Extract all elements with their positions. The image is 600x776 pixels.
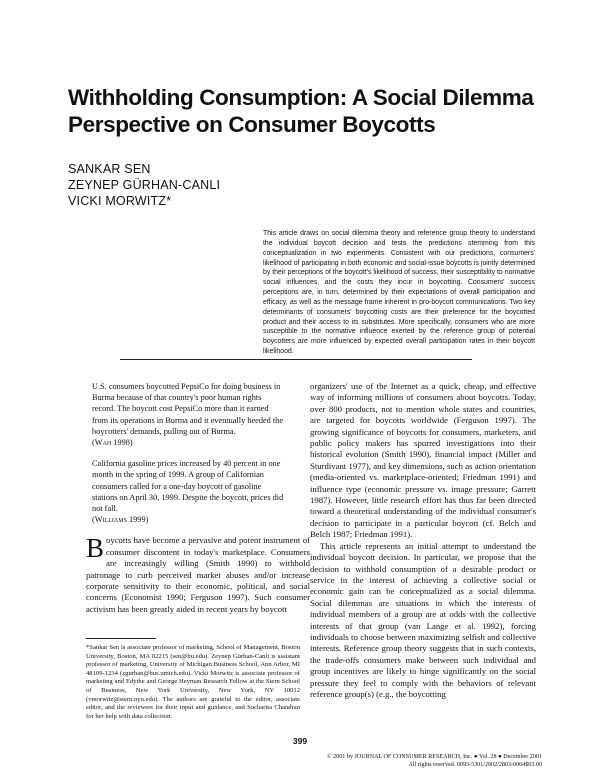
copyright-line: All rights reserved. 0093-5301/2002/2803-0004$03.00 (408, 762, 542, 768)
paragraph (86, 535, 310, 615)
epigraph (92, 381, 286, 448)
title-line: Perspective on Consumer Boycotts (68, 112, 436, 137)
drop-cap: B (86, 533, 105, 564)
left-column (86, 381, 310, 615)
abstract: This article draws on social dilemma theory and reference group theory to understand the individual boycott decision and tests the predictions stemming from this conceptualization in two experiments. Consistent with our predictions, consumers' likelihood of participating in both economic and social-issue boycotts is jointly determined by their perceptions of the boycott's likelihood of success, their susceptibility to normative social influences, and the costs they incur in boycotting. Consumers' success perceptions are, in turn, determined by their expectations of overall participation and efficacy, as well as the message frame inherent in pro-boycott communications. Two key determinants of consumers' boycotting costs are their preference for the boycotted product and their access to its substitutes. More specifically, consumers who are more susceptible to the normative influence exerted by the reference group of potential boycotters are more influenced by expected overall participation rates in their boycott likelihood. (263, 230, 535, 356)
copyright-notice (242, 753, 542, 769)
author-footnote: *Sankar Sen is associate professor of marketing, School of Management, Boston University, Boston, MA 02215 (sen@bu.edu). Zeynep Gürhan-Canli is assistant professor of marketing, University of Michigan Business School, Ann Arbor, MI 48109-1234 (zgurhan@bus.umich.edu). Vicki Morwitz is associate professor of marketing and Edythe and George Heyman Research Fellow at the Stern School of Business, New York University, New York, NY 10012 (vmorwitz@stern.nyu.edu). The authors are grateful to the editor, associate editor, and the reviewers for their input and guidance, and Sucharita Chandran for her help with data collection. (86, 644, 300, 720)
epigraph (92, 458, 286, 525)
epigraph-text: U.S. consumers boycotted PepsiCo for doing business in Burma because of that country's poor human rights record. The boycott cost PepsiCo more than it earned from its operations in Burma and it eventually heeded the boycotters' demands, pulling out of Burma. (92, 382, 284, 436)
epigraph-text: California gasoline prices increased by 40 percent in one month in the spring of 1999. A group of Californian consumers called for a one-day boycott of gasoline stations on April 30, 1999. Despite the boycott, prices did not fall. (92, 459, 284, 514)
author-name: ZEYNEP GÜRHAN-CANLI (68, 178, 221, 192)
title-line: Withholding Consumption: A Social Dilemma (68, 85, 534, 110)
section-divider (120, 359, 472, 360)
paragraph: This article represents an initial attempt to understand the individual boycott decision. In particular, we propose that the decision to withhold consumption of a desirable product or service in the interest of achieving a collective social or economic gain can be conceptualized as a social dilemma. Social dilemmas are situations in which the interests of individual members of a group are at odds with the collective interests of that group (van Lange et al. 1992), forcing individuals to choose between maximizing selfish and collective interests. Reference group theory suggests that in such contexts, the trade-offs consumers make between such individual and group incentives are likely to hinge significantly on the social pressure they feel to comply with the behaviors of relevant reference group(s) (e.g., the boycotting (310, 540, 536, 699)
author-name: SANKAR SEN (68, 162, 151, 176)
paragraph: organizers' use of the Internet as a quick, cheap, and effective way of informing millions of consumers about boycotts. Today, over 800 products, not to mention whole states and countries, are targeted for boycotts worldwide (Ferguson 1997). The growing significance of boycotts for consumers, marketers, and public policy makers has spurred investigations into their historical evolution (Smith 1990), financial impact (Miller and Sturdivant 1977), and key dimensions, such as action orientation (media-oriented vs. marketplace-oriented; Friedman 1991) and influence type (economic pressure vs. image pressure; Garrett 1987). However, little research effort has thus far been directed toward a theoretical understanding of the individual consumer's decision to participate in a particular boycott (cf. Belch and Belch 1987; Friedman 1991). (310, 381, 536, 540)
author-name: VICKI MORWITZ* (68, 194, 172, 208)
paragraph-text: oycotts have become a pervasive and potent instrument of consumer discontent in today's marketplace. Consumers are increasingly willing (Smith 1990) to withhold patronage to curb perceived market abuses and/or increase corporate sensitivity to their economic, political, and social concerns (Economist 1990; Ferguson 1997). Such consumer activism has been greatly aided in recent years by boycott (86, 535, 310, 614)
epigraph-source: (Wah 1998) (92, 438, 133, 448)
page-number: 399 (292, 736, 308, 746)
footnote-divider (86, 638, 156, 639)
body-text (86, 535, 310, 615)
copyright-line: © 2001 by JOURNAL OF CONSUMER RESEARCH, Inc. ● Vol. 28 ● December 2001 (326, 754, 542, 760)
author-list (68, 161, 368, 209)
article-title (68, 84, 538, 138)
epigraph-source: (Williams 1999) (92, 515, 149, 525)
right-column (310, 381, 536, 700)
